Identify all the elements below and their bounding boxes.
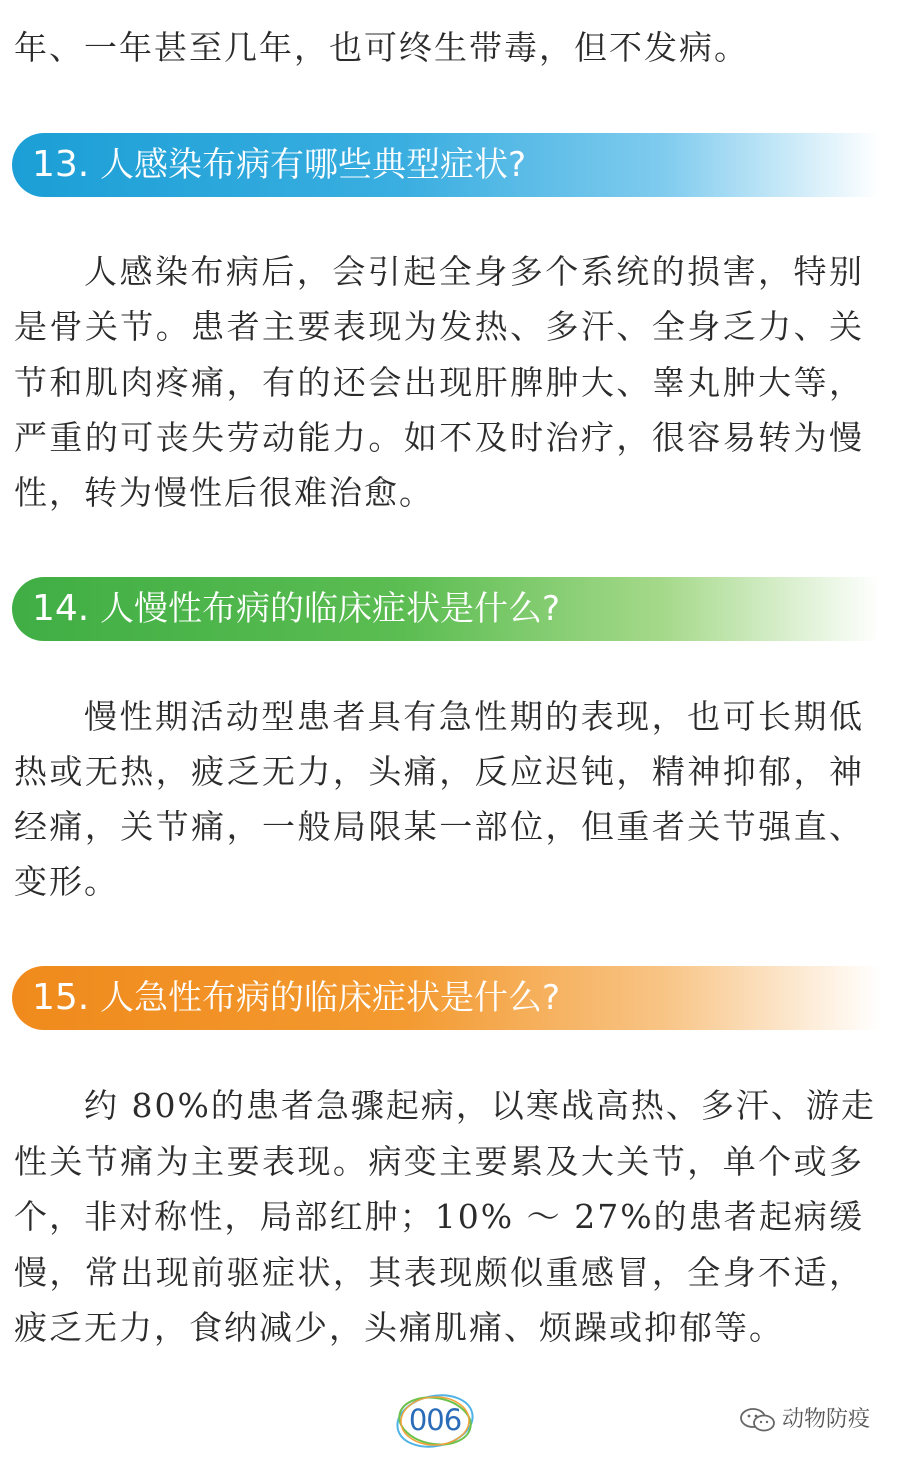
section-13-title: 人感染布病有哪些典型症状? (100, 145, 527, 185)
watermark-text: 动物防疫 (782, 1407, 871, 1432)
section-13-paragraph-line: 节和肌肉疼痛，有的还会出现肝脾肿大、睾丸肿大等， (14, 363, 864, 402)
section-15-header (12, 966, 880, 1030)
section-14-header (12, 577, 880, 641)
section-14-paragraph-line: 热或无热，疲乏无力，头痛，反应迟钝，精神抑郁，神 (14, 752, 864, 791)
section-15-paragraph-line: 个，非对称性，局部红肿；10% ～ 27%的患者起病缓 (14, 1197, 864, 1236)
section-14-paragraph-line: 经痛，关节痛，一般局限某一部位，但重者关节强直、 (14, 807, 864, 846)
wechat-icon (738, 1406, 778, 1434)
section-13-paragraph-line: 人感染布病后，会引起全身多个系统的损害，特别 (84, 252, 864, 291)
section-13-paragraph-line: 严重的可丧失劳动能力。如不及时治疗，很容易转为慢 (14, 418, 864, 457)
section-15-title: 人急性布病的临床症状是什么? (100, 978, 561, 1018)
section-14-title: 人慢性布病的临床症状是什么? (100, 589, 561, 629)
section-15-paragraph-line: 疲乏无力，食纳减少，头痛肌痛、烦躁或抑郁等。 (14, 1308, 784, 1347)
section-15-number: 15. (32, 977, 90, 1018)
section-13-number: 13. (32, 144, 90, 185)
section-15-paragraph-line: 慢，常出现前驱症状，其表现颇似重感冒，全身不适， (14, 1253, 864, 1292)
section-15-paragraph-line: 约 80%的患者急骤起病，以寒战高热、多汗、游走 (84, 1086, 876, 1125)
section-14-paragraph-line: 变形。 (14, 862, 119, 901)
section-13-paragraph-line: 性，转为慢性后很难治愈。 (14, 473, 434, 512)
intro-text-line: 年、一年甚至几年，也可终生带毒，但不发病。 (14, 28, 749, 67)
page-number: 006 (408, 1403, 462, 1437)
section-15-paragraph-line: 性关节痛为主要表现。病变主要累及大关节，单个或多 (14, 1142, 864, 1181)
section-14-number: 14. (32, 588, 90, 629)
section-13-header (12, 133, 880, 197)
section-13-paragraph-line: 是骨关节。患者主要表现为发热、多汗、全身乏力、关 (14, 307, 864, 346)
section-14-paragraph-line: 慢性期活动型患者具有急性期的表现，也可长期低 (84, 697, 864, 736)
page-number-badge (392, 1392, 478, 1450)
watermark (738, 1402, 888, 1438)
